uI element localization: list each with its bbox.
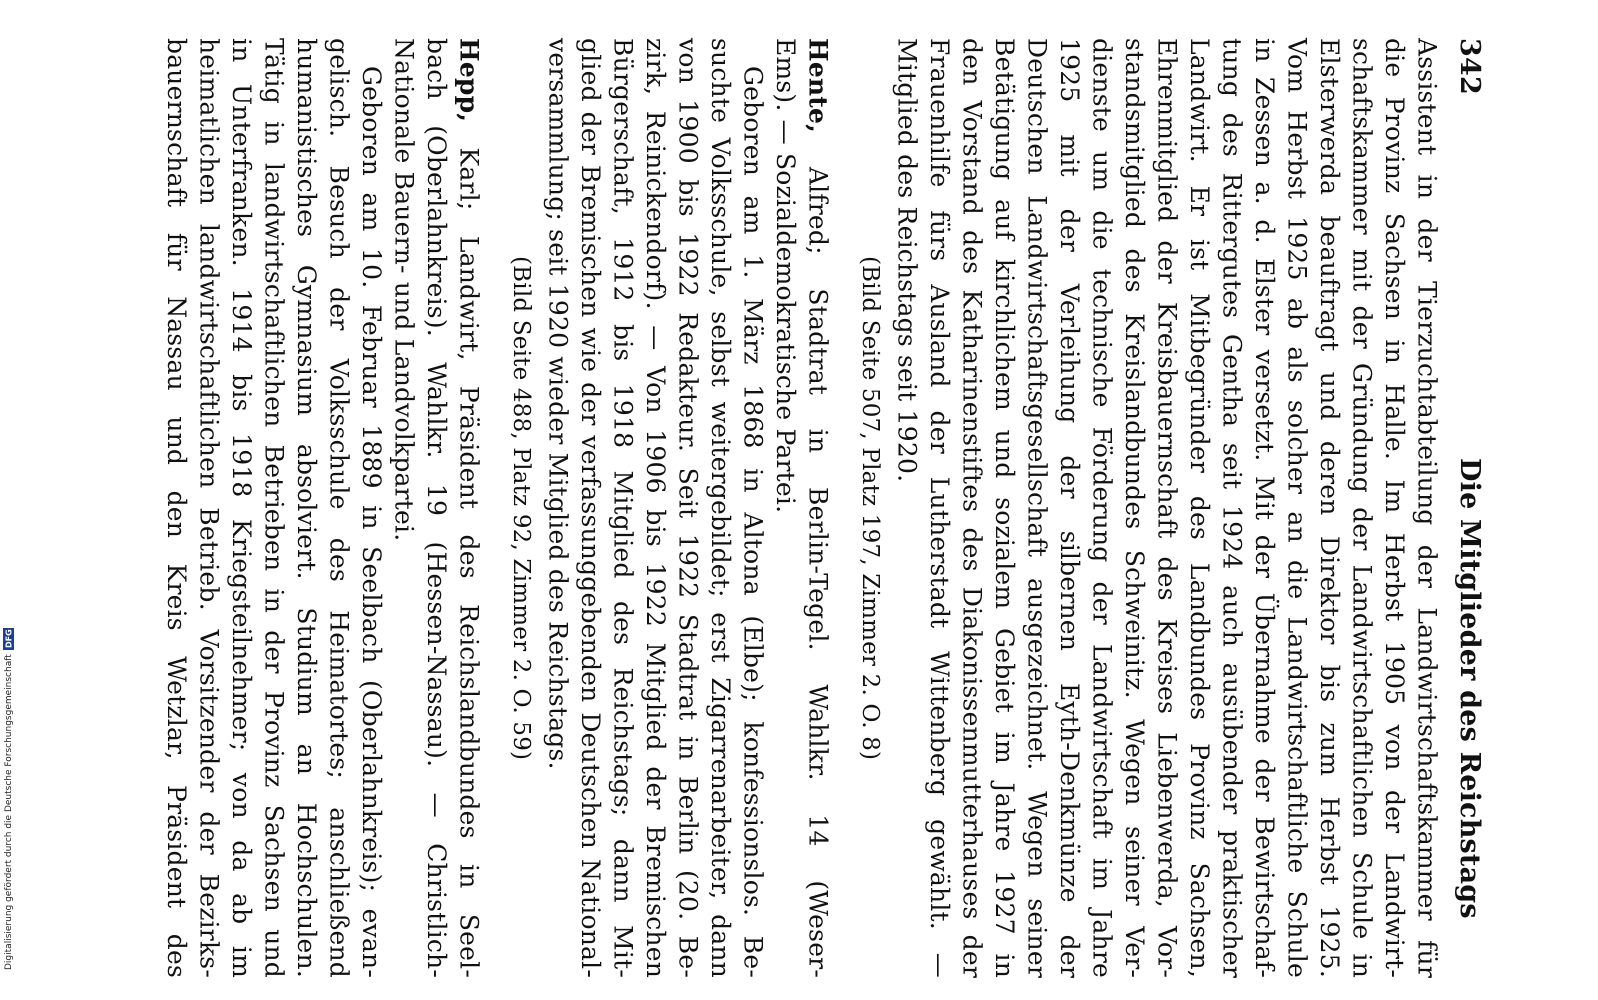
text-line: bauernschaft für Nassau und den Kreis Wetzlar, Präsident des — [162, 38, 191, 978]
text-line: Assistent in der Tierzuchtabteilung der Landwirtschaftskammer für — [1412, 38, 1442, 978]
member-name: Hepp, — [454, 38, 484, 123]
dfg-logo: DFG — [4, 629, 14, 649]
text-line: Alfred; Stadtrat in Berlin-Tegel. Wahlkr. 14 (Weser- — [803, 166, 833, 978]
text-line: zirk, Reinickendorf). — Von 1906 bis 1922 Mitglied der Bremischen — [641, 38, 670, 978]
page-number: 342 — [1454, 38, 1485, 95]
text-line: 1925 mit der Verleihung der silbernen Eyth-Denkmünze der — [1055, 38, 1084, 978]
text-line: Nationale Bauern- und Landvolkpartei. — [389, 38, 419, 542]
entry-continuation — [854, 38, 1443, 978]
text-line: standsmitglied des Kreislandbundes Schweinitz. Wegen seiner Ver- — [1120, 38, 1149, 978]
text-line: gelisch. Besuch der Volksschule des Heimatortes; anschließend — [324, 38, 354, 978]
entry-hepp — [160, 38, 485, 978]
text-line: Frauenhilfe fürs Ausland der Lutherstadt Wittenberg gewählt. — — [925, 38, 954, 978]
text-line: glied der Bremischen wie der verfassunggebenden Deutschen National- — [576, 38, 605, 978]
text-line: Tätig in landwirtschaftlichen Betrieben in der Provinz Sachsen und — [259, 38, 289, 978]
text-line: heimatlichen landwirtschaftlichen Betrieb. Vorsitzender der Bezirks- — [194, 38, 224, 978]
text-line: suchte Volksschule, selbst weitergebildet; erst Zigarrenarbeiter, dann — [706, 38, 735, 978]
text-line: tung des Rittergutes Gentha seit 1924 auch ausübender praktischer — [1217, 38, 1247, 978]
text-line: Karl; Landwirt, Präsident des Reichslandbundes in Seel- — [454, 147, 484, 978]
text-line: Elsterwerda beauftragt und deren Direktor bis zum Herbst 1925. — [1315, 38, 1344, 978]
entry-hente — [505, 38, 834, 978]
text-line: den Vorstand des Katharinenstiftes des Diakonissenmutterhauses der — [957, 38, 987, 978]
text-line: Deutschen Landwirtschaftsgesellschaft ausgezeichnet. Wegen seiner — [1022, 38, 1052, 978]
photo-reference: (Bild Seite 507, Platz 197, Zimmer 2. O. 8) — [857, 255, 883, 761]
text-line: Bürgerschaft, 1912 bis 1918 Mitglied des Reichstags; dann Mit- — [608, 38, 638, 978]
text-line: schaftskammer mit der Gründung der Landwirtschaftlichen Schule in — [1347, 38, 1377, 978]
text-line: Ems). — Sozialdemokratische Partei. — [771, 38, 800, 514]
text-line: Mitglied des Reichstags seit 1920. — [892, 38, 922, 483]
member-name: Hente, — [803, 38, 833, 134]
text-line: Betätigung auf kirchlichem und sozialem Gebiet im Jahre 1927 in — [990, 38, 1019, 978]
text-line: versammlung; seit 1920 wieder Mitglied des Reichstags. — [543, 38, 573, 770]
text-line: in Zessen a. d. Elster versetzt. Mit der Übernahme der Bewirtschaf- — [1250, 38, 1279, 978]
text-line: dienste um die technische Förderung der Landwirtschaft im Jahre — [1087, 38, 1117, 978]
photo-reference: (Bild Seite 488, Platz 92, Zimmer 2. O. 59) — [508, 255, 534, 761]
text-line: in Unterfranken. 1914 bis 1918 Kriegsteilnehmer; von da ab im — [227, 38, 256, 978]
page-header — [1453, 38, 1486, 978]
text-line: von 1900 bis 1922 Redakteur. Seit 1922 Stadtrat in Berlin (20. Be- — [673, 38, 703, 978]
text-line: Ehrenmitglied der Kreisbauernschaft des Kreises Liebenwerda, Vor- — [1152, 38, 1182, 978]
text-line: Landwirt. Er ist Mitbegründer des Landbundes Provinz Sachsen, — [1185, 38, 1214, 978]
text-line: Vom Herbst 1925 ab als solcher an die Landwirtschaftliche Schule — [1282, 38, 1312, 978]
running-title: Die Mitglieder des Reichstags — [1454, 458, 1485, 919]
text-line: Geboren am 1. März 1868 in Altona (Elbe); konfessionslos. Be- — [738, 66, 768, 978]
text-line: Geboren am 10. Februar 1889 in Seelbach (Oberlahnkreis); evan- — [357, 66, 386, 978]
text-line: die Provinz Sachsen in Halle. Im Herbst 1905 von der Landwirt- — [1380, 38, 1409, 978]
digitization-credit-text: Digitalisierung gefördert durch die Deutsche Forschungsgemeinschaft — [4, 654, 14, 970]
text-line: bach (Oberlahnkreis). Wahlkr. 19 (Hessen-Nassau). — Christlich- — [422, 38, 451, 978]
text-line: humanistisches Gymnasium absolviert. Studium an Hochschulen. — [292, 38, 321, 978]
digitization-credit — [0, 0, 18, 1000]
scanned-page — [115, 38, 1485, 978]
